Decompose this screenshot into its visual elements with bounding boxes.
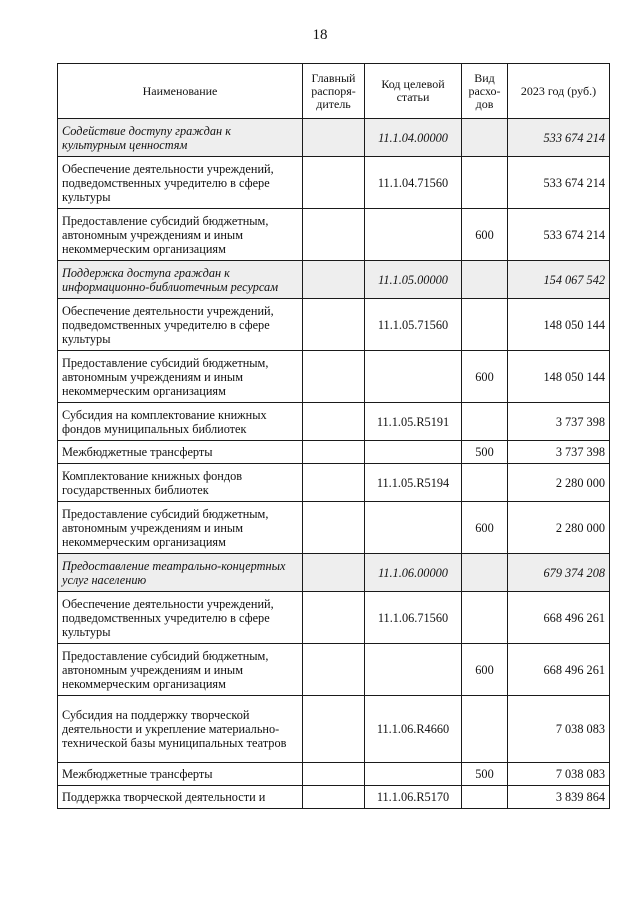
row-owner-cell xyxy=(303,157,365,209)
row-code-cell: 11.1.05.R5191 xyxy=(365,403,462,441)
row-type-cell xyxy=(462,696,508,763)
row-name-cell: Поддержка творческой деятельности и xyxy=(58,786,303,809)
row-type-cell xyxy=(462,299,508,351)
row-owner-cell xyxy=(303,554,365,592)
table-row xyxy=(58,351,610,403)
row-code-cell: 11.1.05.71560 xyxy=(365,299,462,351)
row-type-cell xyxy=(462,464,508,502)
row-owner-cell xyxy=(303,696,365,763)
row-name-cell: Поддержка доступа граждан к информационно-библиотечным ресурсам xyxy=(58,261,303,299)
header-name: Наименование xyxy=(58,64,303,119)
row-amount-cell: 3 737 398 xyxy=(508,403,610,441)
row-type-cell xyxy=(462,592,508,644)
table-row xyxy=(58,403,610,441)
row-code-cell xyxy=(365,644,462,696)
row-type-cell xyxy=(462,554,508,592)
row-owner-cell xyxy=(303,441,365,464)
table-row xyxy=(58,644,610,696)
table-row xyxy=(58,502,610,554)
row-type-cell xyxy=(462,786,508,809)
row-name-cell: Предоставление театрально-концертных услуг населению xyxy=(58,554,303,592)
row-code-cell: 11.1.06.00000 xyxy=(365,554,462,592)
row-name-cell: Предоставление субсидий бюджетным, автономным учреждениям и иным некоммерческим организациям xyxy=(58,209,303,261)
row-owner-cell xyxy=(303,209,365,261)
table-row xyxy=(58,696,610,763)
row-amount-cell: 3 737 398 xyxy=(508,441,610,464)
table-body xyxy=(58,119,610,809)
row-code-cell: 11.1.06.R4660 xyxy=(365,696,462,763)
row-name-cell: Обеспечение деятельности учреждений, подведомственных учредителю в сфере культуры xyxy=(58,299,303,351)
row-name-cell: Комплектование книжных фондов государственных библиотек xyxy=(58,464,303,502)
row-amount-cell: 668 496 261 xyxy=(508,592,610,644)
header-amount: 2023 год (руб.) xyxy=(508,64,610,119)
header-code: Код целевой статьи xyxy=(365,64,462,119)
row-type-cell: 600 xyxy=(462,502,508,554)
row-name-cell: Содействие доступу граждан к культурным ценностям xyxy=(58,119,303,157)
table-section-row xyxy=(58,261,610,299)
row-code-cell: 11.1.06.71560 xyxy=(365,592,462,644)
table-section-row xyxy=(58,554,610,592)
row-owner-cell xyxy=(303,299,365,351)
row-owner-cell xyxy=(303,403,365,441)
row-owner-cell xyxy=(303,261,365,299)
row-amount-cell: 3 839 864 xyxy=(508,786,610,809)
row-type-cell: 600 xyxy=(462,351,508,403)
row-amount-cell: 668 496 261 xyxy=(508,644,610,696)
table-row xyxy=(58,786,610,809)
row-type-cell: 500 xyxy=(462,441,508,464)
row-name-cell: Предоставление субсидий бюджетным, автономным учреждениям и иным некоммерческим организациям xyxy=(58,502,303,554)
row-amount-cell: 148 050 144 xyxy=(508,299,610,351)
row-type-cell xyxy=(462,403,508,441)
table-section-row xyxy=(58,119,610,157)
row-owner-cell xyxy=(303,502,365,554)
row-amount-cell: 2 280 000 xyxy=(508,502,610,554)
row-amount-cell: 7 038 083 xyxy=(508,696,610,763)
row-name-cell: Межбюджетные трансферты xyxy=(58,763,303,786)
row-owner-cell xyxy=(303,786,365,809)
row-code-cell: 11.1.06.R5170 xyxy=(365,786,462,809)
row-owner-cell xyxy=(303,351,365,403)
row-type-cell: 500 xyxy=(462,763,508,786)
row-name-cell: Субсидия на комплектование книжных фондов муниципальных библиотек xyxy=(58,403,303,441)
row-name-cell: Межбюджетные трансферты xyxy=(58,441,303,464)
row-amount-cell: 154 067 542 xyxy=(508,261,610,299)
table-row xyxy=(58,157,610,209)
row-code-cell: 11.1.05.00000 xyxy=(365,261,462,299)
row-owner-cell xyxy=(303,592,365,644)
budget-table xyxy=(57,63,610,809)
row-amount-cell: 148 050 144 xyxy=(508,351,610,403)
table-row xyxy=(58,441,610,464)
row-amount-cell: 533 674 214 xyxy=(508,157,610,209)
table-header-row xyxy=(58,64,610,119)
row-code-cell xyxy=(365,502,462,554)
row-amount-cell: 7 038 083 xyxy=(508,763,610,786)
row-code-cell xyxy=(365,763,462,786)
row-owner-cell xyxy=(303,464,365,502)
row-type-cell: 600 xyxy=(462,209,508,261)
row-amount-cell: 679 374 208 xyxy=(508,554,610,592)
page-number: 18 xyxy=(312,27,328,43)
table-row xyxy=(58,464,610,502)
row-type-cell xyxy=(462,261,508,299)
table-row xyxy=(58,299,610,351)
row-owner-cell xyxy=(303,644,365,696)
row-amount-cell: 533 674 214 xyxy=(508,119,610,157)
row-name-cell: Обеспечение деятельности учреждений, подведомственных учредителю в сфере культуры xyxy=(58,157,303,209)
row-type-cell xyxy=(462,157,508,209)
row-owner-cell xyxy=(303,763,365,786)
row-code-cell: 11.1.04.71560 xyxy=(365,157,462,209)
row-name-cell: Предоставление субсидий бюджетным, автономным учреждениям и иным некоммерческим организациям xyxy=(58,644,303,696)
row-code-cell xyxy=(365,209,462,261)
header-owner: Главный распоря-дитель xyxy=(303,64,365,119)
row-amount-cell: 533 674 214 xyxy=(508,209,610,261)
table-row xyxy=(58,592,610,644)
row-amount-cell: 2 280 000 xyxy=(508,464,610,502)
row-type-cell: 600 xyxy=(462,644,508,696)
row-owner-cell xyxy=(303,119,365,157)
table-row xyxy=(58,209,610,261)
header-type: Вид расхо-дов xyxy=(462,64,508,119)
row-code-cell xyxy=(365,441,462,464)
row-type-cell xyxy=(462,119,508,157)
row-code-cell xyxy=(365,351,462,403)
table-row xyxy=(58,763,610,786)
row-code-cell: 11.1.04.00000 xyxy=(365,119,462,157)
row-name-cell: Обеспечение деятельности учреждений, подведомственных учредителю в сфере культуры xyxy=(58,592,303,644)
row-name-cell: Субсидия на поддержку творческой деятельности и укрепление материально-технической базы муниципальных театров xyxy=(58,696,303,763)
row-code-cell: 11.1.05.R5194 xyxy=(365,464,462,502)
row-name-cell: Предоставление субсидий бюджетным, автономным учреждениям и иным некоммерческим организациям xyxy=(58,351,303,403)
